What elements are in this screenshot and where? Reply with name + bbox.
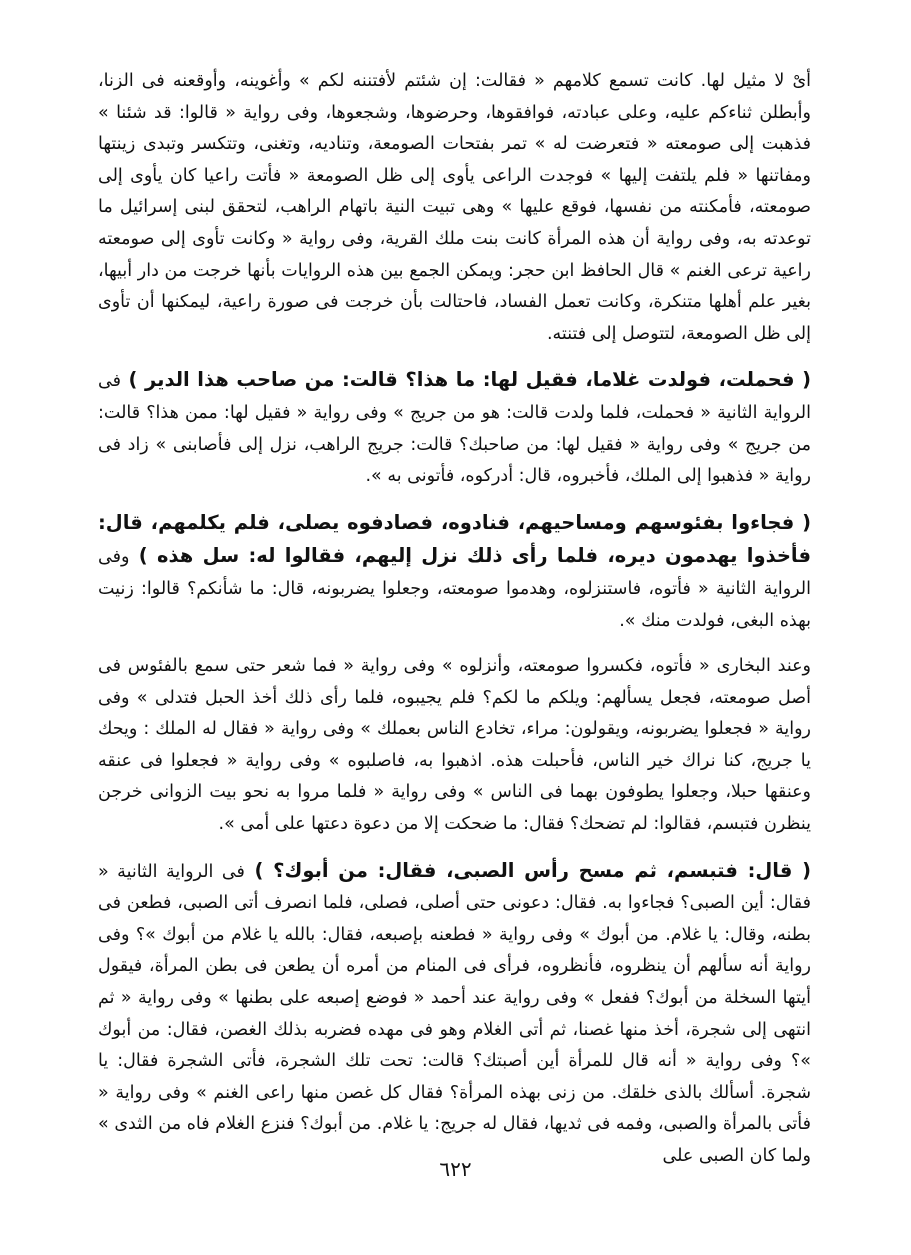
paragraph — [98, 66, 811, 350]
quoted-hadith-text: ( فحملت، فولدت غلاما، فقيل لها: ما هذا؟ قالت: من صاحب هذا الدير ) — [120, 368, 811, 392]
paragraph — [98, 651, 811, 841]
paragraph-text: فى الرواية الثانية « فحملت، فلما ولدت قالت: هو من جريج » وفى رواية « فقيل لها: ممن هذا؟ قالت: من جريج » وفى رواية « فقيل لها: من صاحبك؟ قالت: جريج الراهب، نزل إلى فأصابنى » زاد فى رواية « فذهبوا إلى الملك، فأخبروه، قال: أدركوه، فأتونى به ». — [98, 371, 811, 487]
paragraph — [98, 855, 811, 1173]
quoted-hadith-text: ( قال: فتبسم، ثم مسح رأس الصبى، فقال: من أبوك؟ ) — [244, 858, 811, 882]
paragraph — [98, 507, 811, 637]
paragraph-text: أىْ لا مثيل لها. كانت تسمع كلامهم « فقالت: إن شئتم لأفتننه لكم » وأغوينه، وأوقعنه فى الزنا، وأبطلن ثناءكم عليه، وعلى عبادته، فوافقوها، وحرضوها، وشجعوها، وفى رواية « قالوا: قد شئنا » فذهبت إلى صومعته « فتعرضت له » تمر بفتحات الصومعة، وتناديه، وتغنى، وتتكسر وتبدى زينتها ومفاتنها « فلم يلتفت إليها » فوجدت الراعى يأوى إلى ظل الصومعة « فأتت راعيا كان يأوى إلى صومعته، فأمكنته من نفسها، فوقع عليها » وهى تبيت النية باتهام الراهب، لتحقق لبنى إسرائيل ما توعدته به، وفى رواية أن هذه المرأة كانت بنت ملك القرية، وفى رواية « وكانت تأوى إلى صومعته راعية ترعى الغنم » قال الحافظ ابن حجر: ويمكن الجمع بين هذه الروايات بأنها خرجت من دار أبيها، بغير علم أهلها متنكرة، وكانت تعمل الفساد، فاحتالت بأن خرجت فى صورة راعية، ليمكنها أن تأوى إلى ظل الصومعة، لتتوصل إلى فتنته. — [98, 71, 811, 344]
paragraph — [98, 364, 811, 492]
paragraph-text: وفى الرواية الثانية « فأتوه، فاستنزلوه، وهدموا صومعته، وجعلوا يضربونه، قال: ما شأنكم؟ قالوا: زنيت بهذه البغى، فولدت منك ». — [98, 547, 811, 631]
body-text — [98, 66, 811, 1173]
page-number: ٦٢٢ — [439, 1157, 472, 1181]
paragraph-text: وعند البخارى « فأتوه، فكسروا صومعته، وأنزلوه » وفى رواية « فما شعر حتى سمع بالفئوس فى أصل صومعته، فجعل يسألهم: ويلكم ما لكم؟ فلم يجيبوه، فلما رأى ذلك أخذ الحبل فتدلى » وفى رواية « فجعلوا يضربونه، ويقولون: مراء، تخادع الناس بعملك » وفى رواية « فقال له الملك : ويحك يا جريج، كنا نراك خير الناس، فأحبلت هذه. اذهبوا به، فاصلبوه » وفى رواية « فجعلوا فى عنقه وعنقها حبلا، وجعلوا يطوفون بهما فى الناس » وفى رواية « فلما مروا به نحو بيت الزوانى خرجن ينظرن فتبسم، فقالوا: لم تضحك؟ فقال: ما ضحكت إلا من دعوة دعتها على أمى ». — [98, 656, 811, 835]
paragraph-text: فى الرواية الثانية « فقال: أين الصبى؟ فجاءوا به. فقال: دعونى حتى أصلى، فصلى، فلما انصرف أتى الصبى، فطعن فى بطنه، وقال: يا غلام. من أبوك » وفى رواية « فطعنه بإصبعه، فقال: بالله يا غلام من أبوك »؟ وفى رواية أنه سألهم أن ينظروه، فأنظروه، فرأى فى المنام من أمره أن يطعن فى بطن المرأة، فيقول أيتها السخلة من أبوك؟ ففعل » وفى رواية عند أحمد « فوضع إصبعه على بطنها » وفى رواية « ثم انتهى إلى شجرة، أخذ منها غصنا، ثم أتى الغلام وهو فى مهده فضربه بذلك الغصن، فقال: من أبوك »؟ وفى رواية « أنه قال للمرأة أين أصبتك؟ قالت: تحت تلك الشجرة، فأتى الشجرة فقال: يا شجرة. أسألك بالذى خلقك. من زنى بهذه المرأة؟ فقال كل غصن منها راعى الغنم » وفى رواية « فأتى بالمرأة والصبى، وفمه فى ثديها، فقال له جريج: يا غلام. من أبوك؟ فنزع الغلام فاه من الثدى » ولما كان الصبى على — [98, 861, 811, 1166]
quoted-hadith-text: ( فجاءوا بفئوسهم ومساحيهم، فنادوه، فصادفوه يصلى، فلم يكلمهم، قال: فأخذوا يهدمون ديره، فلما رأى ذلك نزل إليهم، فقالوا له: سل هذه ) — [98, 510, 811, 568]
